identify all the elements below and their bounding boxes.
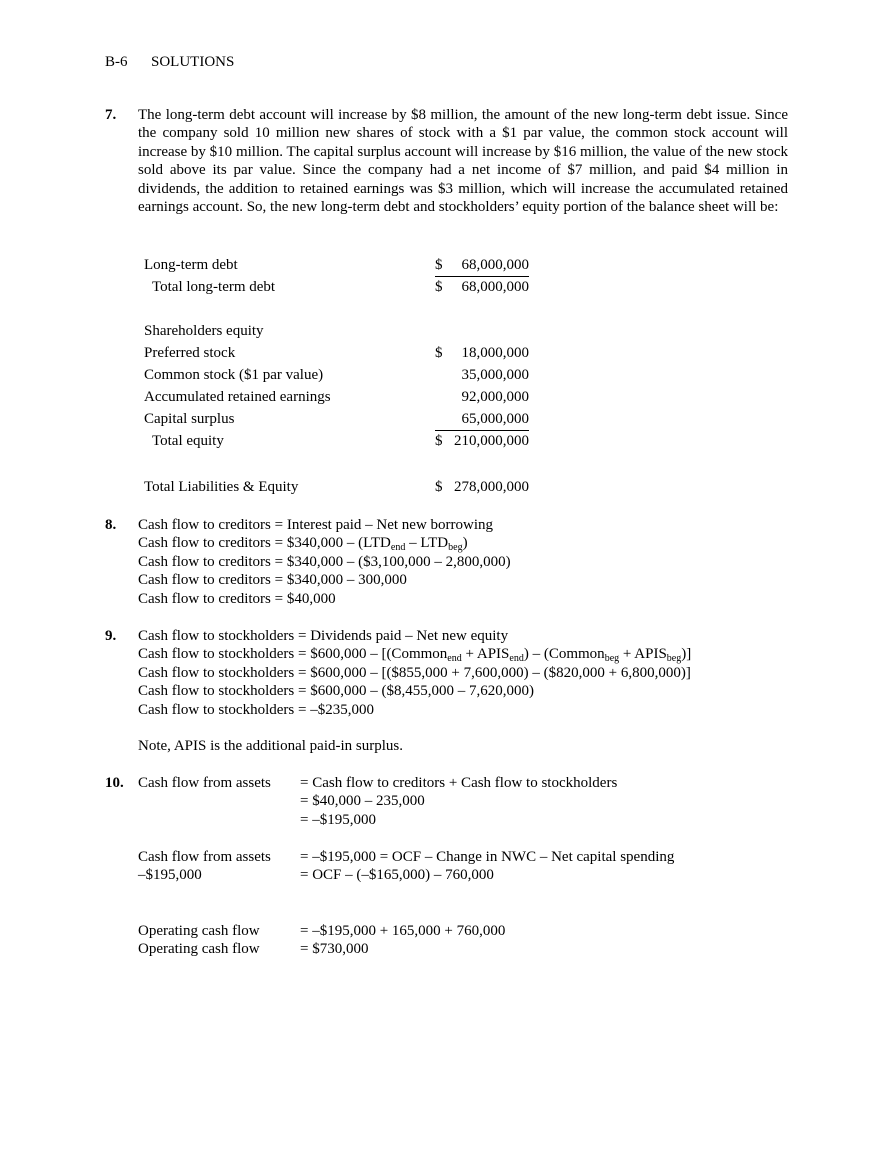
equation-line: Cash flow to creditors = $340,000 – ($3,100,000 – 2,800,000) (138, 553, 511, 570)
balance-row-long-term-debt (144, 256, 534, 278)
balance-label: Preferred stock (144, 345, 236, 361)
equation-line: = –$195,000 (300, 811, 376, 828)
equation-line: Cash flow to creditors = $340,000 – 300,000 (138, 572, 407, 589)
balance-row-total-equity: Total equity $ 210,000,000 (152, 433, 529, 449)
balance-label: Long-term debt (144, 257, 238, 273)
balance-row-total-long-term-debt: Total long-term debt $ 68,000,000 (152, 279, 529, 295)
balance-value: 65,000,000 (435, 410, 529, 431)
balance-value: $ 68,000,000 (435, 256, 529, 277)
equation-line: Cash flow to creditors = $340,000 – $(LTD_{end} - LTD_{beg})$ (138, 535, 468, 554)
balance-label: Capital surplus (144, 411, 235, 427)
equation-line: Cash flow to stockholders = Dividends paid – Net new equity (138, 628, 509, 644)
equation-line: Cash flow to stockholders = $600,000 – [($855,000 + 7,600,000) – ($820,000 + 6,800,000)] (138, 664, 691, 681)
balance-row-retained-earnings: Accumulated retained earnings 92,000,000 (144, 389, 529, 405)
equation-line: = $40,000 – 235,000 (300, 793, 425, 810)
equation-line: Cash flow to stockholders = $600,000 – [(Common$_{end}$ + $APIS_{end}$) – (Common$_{beg}$ + $APIS_{beg}$)] (138, 646, 692, 665)
row-label: Cash flow from assets (138, 849, 271, 865)
row-label: Operating cash flow (138, 941, 260, 958)
row-label: Operating cash flow (138, 923, 260, 939)
problem-number: 9. (105, 628, 117, 644)
equation-line: Cash flow to creditors = Interest paid – Net new borrowing (138, 517, 494, 533)
balance-row-common-stock: Common stock ($1 par value) 35,000,000 (144, 367, 529, 383)
equation-line: = $730,000 (300, 941, 369, 958)
problem-7-text: The long-term debt account will increase by $8 million, the amount of the new long-term debt issue. Since the company sold 10 million new shares of stock with a $1 par value, the common stock account will increase by $10 million. The capital surplus account will increase by $16 million, the value of the new stock sold above its par value. Since the company had a net income of $7 million, and paid $4 million in dividends, the addition to retained earnings was $3 million, which will increase the accumulated retained earnings account. So, the new long-term debt and stockholders’ equity portion of the balance sheet will be: (138, 107, 788, 216)
balance-row-preferred-stock: Preferred stock $ 18,000,000 (144, 345, 529, 361)
balance-label: Common stock ($1 par value) (144, 367, 324, 383)
equation-line: = –$195,000 = OCF – Change in NWC – Net capital spending (300, 849, 675, 865)
problem-8 (105, 516, 788, 608)
balance-row-total-liabilities-equity: Total Liabilities & Equity $ 278,000,000 (144, 479, 529, 495)
problem-7 (105, 106, 788, 216)
balance-row-shareholders-equity (144, 322, 534, 344)
problem-number: 7. (105, 107, 117, 123)
equation-line: = –$195,000 + 165,000 + 760,000 (300, 923, 506, 939)
row-label: Cash flow from assets (138, 775, 271, 791)
balance-row-capital-surplus (144, 410, 534, 432)
equation-line: Cash flow to stockholders = –$235,000 (138, 701, 374, 718)
equation-line: = Cash flow to creditors + Cash flow to stockholders (300, 775, 618, 791)
note: Note, APIS is the additional paid-in surplus. (138, 738, 403, 755)
balance-label: Total long-term debt (152, 279, 276, 295)
page-number: B-6 (105, 54, 128, 70)
equation-line: = OCF – (–$165,000) – 760,000 (300, 867, 494, 884)
page-header (105, 53, 234, 71)
balance-label: Total Liabilities & Equity (144, 479, 299, 495)
problem-number: 10. (105, 775, 124, 791)
equation-line: Cash flow to creditors = $40,000 (138, 590, 336, 607)
row-label: –$195,000 (138, 867, 202, 884)
balance-heading: Shareholders equity (144, 323, 264, 339)
problem-9 (105, 627, 788, 755)
section-title: SOLUTIONS (151, 54, 235, 70)
problem-number: 8. (105, 517, 117, 533)
equation-line: Cash flow to stockholders = $600,000 – ($8,455,000 – 7,620,000) (138, 683, 534, 700)
balance-label: Accumulated retained earnings (144, 389, 331, 405)
balance-label: Total equity (152, 433, 224, 449)
